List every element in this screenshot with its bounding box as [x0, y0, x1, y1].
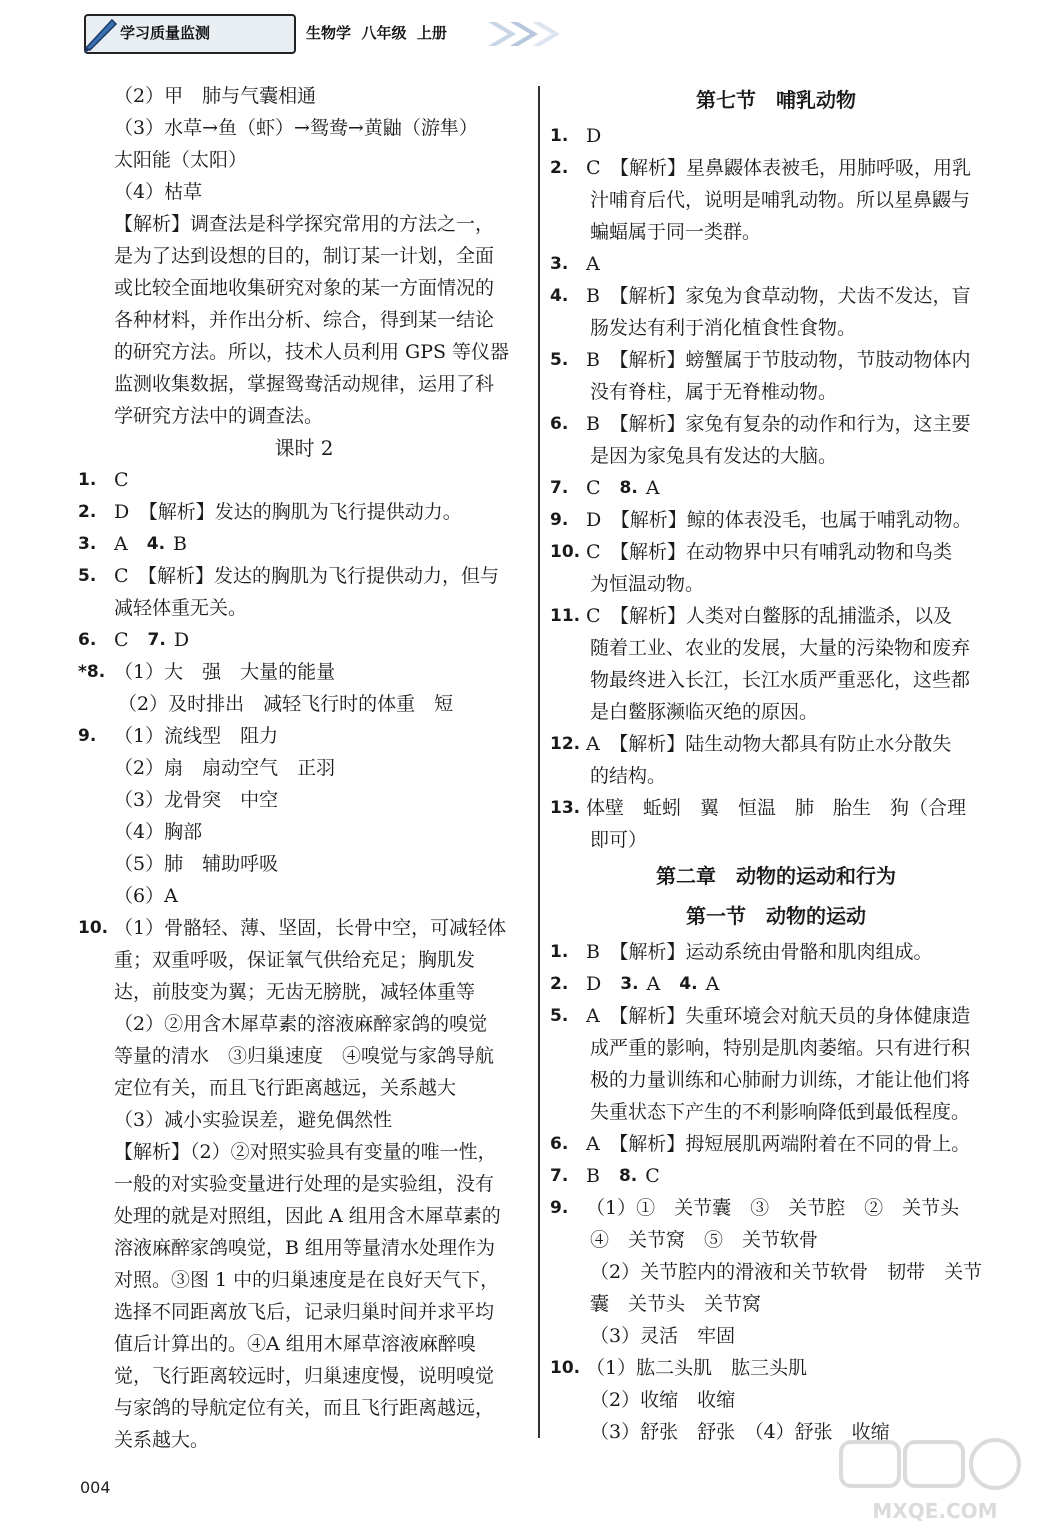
left-line	[78, 976, 530, 1008]
answer-text: B 【解析】家兔有复杂的动作和行为，这主要	[586, 413, 971, 435]
answer-text: 为恒温动物。	[590, 573, 705, 595]
right-line	[550, 896, 1002, 936]
answer-text: 学研究方法中的调查法。	[114, 405, 324, 427]
right-line	[550, 968, 1002, 1000]
answer-text: 达，前肢变为翼；无齿无膀胱，减轻体重等	[114, 981, 476, 1003]
answer-text: （1）① 关节囊 ③ 关节腔 ② 关节头	[586, 1197, 960, 1219]
answer-text: 随着工业、农业的发展，大量的污染物和废弃	[590, 637, 971, 659]
answer-text: 是为了达到设想的目的，制订某一计划，全面	[114, 245, 495, 267]
answer-text: C 【解析】在动物界中只有哺乳动物和鸟类	[586, 541, 953, 563]
right-line	[550, 120, 1002, 152]
question-number: 2.	[550, 158, 569, 178]
question-number: 6.	[550, 414, 569, 434]
question-number: 7.	[550, 1166, 569, 1186]
right-line	[550, 376, 1002, 408]
left-line	[78, 176, 530, 208]
question-number: *8.	[78, 662, 106, 682]
right-line	[550, 184, 1002, 216]
left-line	[78, 528, 530, 560]
right-line	[550, 216, 1002, 248]
left-line	[78, 560, 530, 592]
answer-text: （2）及时排出 减轻飞行时的体重 短	[118, 693, 454, 715]
question-number: 7.	[550, 478, 569, 498]
answer-text: （1）流线型 阻力	[114, 725, 279, 747]
right-line	[550, 248, 1002, 280]
answer-text: （3）龙骨突 中空	[114, 789, 279, 811]
answer-text: 体壁 蚯蚓 翼 恒温 肺 胎生 狗（合理	[586, 797, 967, 819]
answer-text: （3）灵活 牢固	[590, 1325, 736, 1347]
right-line	[550, 1064, 1002, 1096]
left-line	[78, 208, 530, 240]
question-number: 7.	[147, 630, 166, 650]
right-line	[550, 472, 1002, 504]
left-line	[78, 880, 530, 912]
answer-text: （3）水草→鱼（虾）→鸳鸯→黄鼬（游隼）	[114, 117, 478, 139]
answer-text: 处理的就是对照组，因此 A 组用含木犀草素的	[114, 1205, 501, 1227]
answer-text: （2）②用含木犀草素的溶液麻醉家鸽的嗅觉	[114, 1013, 488, 1035]
right-line	[550, 1096, 1002, 1128]
answer-text: 【解析】调查法是科学探究常用的方法之一，	[114, 213, 495, 235]
answer-text: 对照。③图 1 中的归巢速度是在良好天气下，	[114, 1269, 500, 1291]
answer-text: A	[705, 973, 720, 995]
question-number: 9.	[550, 510, 569, 530]
answer-text: （2）关节腔内的滑液和关节软骨 韧带 关节	[590, 1261, 983, 1283]
answer-text: 监测收集数据，掌握鸳鸯活动规律，运用了科	[114, 373, 495, 395]
answer-text: （6）A	[114, 885, 178, 907]
left-line	[78, 112, 530, 144]
left-line	[78, 656, 530, 688]
question-number: 9.	[550, 1198, 569, 1218]
left-line	[78, 1072, 530, 1104]
left-line	[78, 1424, 530, 1456]
answer-text: A	[114, 533, 147, 555]
answer-text: 值后计算出的。④A 组用木犀草溶液麻醉嗅	[114, 1333, 476, 1355]
answer-text: 成严重的影响，特别是肌肉萎缩。只有进行积	[590, 1037, 971, 1059]
answer-text: 的研究方法。所以，技术人员利用 GPS 等仪器	[114, 341, 510, 363]
right-line	[550, 80, 1002, 120]
answer-text: C	[586, 477, 620, 499]
right-line	[550, 440, 1002, 472]
answer-text: B 【解析】家兔为食草动物，犬齿不发达，盲	[586, 285, 971, 307]
answer-text: 失重状态下产生的不利影响降低到最低程度。	[590, 1101, 971, 1123]
left-line	[78, 848, 530, 880]
left-line	[78, 912, 530, 944]
question-number: 1.	[550, 126, 569, 146]
right-line	[550, 728, 1002, 760]
question-number: 5.	[550, 350, 569, 370]
right-line	[550, 1224, 1002, 1256]
question-number: 10.	[78, 918, 109, 938]
answer-text: C 【解析】发达的胸肌为飞行提供动力，但与	[114, 565, 500, 587]
question-number: 2.	[78, 502, 97, 522]
answer-text: （2）扇 扇动空气 正羽	[114, 757, 336, 779]
answer-text: 是因为家兔具有发达的大脑。	[590, 445, 838, 467]
answer-text: B	[173, 533, 187, 555]
left-line	[78, 240, 530, 272]
left-line	[78, 272, 530, 304]
watermark-logo	[835, 1434, 1035, 1526]
answer-text: 第二章 动物的运动和行为	[656, 864, 896, 888]
left-line	[78, 1040, 530, 1072]
question-number: 3.	[550, 254, 569, 274]
right-line	[550, 568, 1002, 600]
left-line	[78, 1008, 530, 1040]
answer-text: D	[173, 629, 190, 651]
answer-text: 重；双重呼吸，保证氧气供给充足；胸肌发	[114, 949, 476, 971]
answer-text: 物最终进入长江，长江水质严重恶化，这些都	[590, 669, 971, 691]
right-column	[550, 80, 1002, 1448]
left-line	[78, 368, 530, 400]
question-number: 3.	[78, 534, 97, 554]
question-number: 1.	[550, 942, 569, 962]
question-number: 13.	[550, 798, 581, 818]
answer-text: 肠发达有利于消化植食性食物。	[590, 317, 857, 339]
answer-text: 【解析】（2）②对照实验具有变量的唯一性，	[114, 1141, 497, 1163]
question-number: 8.	[618, 1166, 638, 1186]
right-line	[550, 1160, 1002, 1192]
answer-text: D	[586, 125, 602, 147]
answer-text: B 【解析】螃蟹属于节肢动物，节肢动物体内	[586, 349, 971, 371]
brand-banner	[84, 14, 296, 54]
left-line	[78, 752, 530, 784]
left-line	[78, 592, 530, 624]
answer-text: （3）舒张 舒张 （4）舒张 收缩	[590, 1421, 890, 1443]
left-line	[78, 1136, 530, 1168]
question-number: 9.	[78, 726, 97, 746]
answer-text: 即可）	[590, 829, 648, 851]
chevron-decoration-icon	[486, 18, 566, 50]
left-line	[78, 1360, 530, 1392]
answer-text: 选择不同距离放飞后，记录归巢时间并求平均	[114, 1301, 495, 1323]
answer-text: （1）肱二头肌 肱三头肌	[586, 1357, 808, 1379]
question-number: 12.	[550, 734, 581, 754]
right-line	[550, 632, 1002, 664]
answer-text: 囊 关节头 关节窝	[590, 1293, 762, 1315]
right-line	[550, 152, 1002, 184]
answer-text: 是白鳖豚濒临灭绝的原因。	[590, 701, 819, 723]
left-line	[78, 1296, 530, 1328]
left-line	[78, 1264, 530, 1296]
left-line	[78, 688, 530, 720]
left-line	[78, 784, 530, 816]
right-line	[550, 280, 1002, 312]
answer-text: （4）胸部	[114, 821, 203, 843]
answer-text: 减轻体重无关。	[114, 597, 248, 619]
book-info: 生物学 八年级 上册	[306, 24, 447, 42]
left-line	[78, 1104, 530, 1136]
right-line	[550, 1000, 1002, 1032]
answer-text: D 【解析】鲸的体表没毛，也属于哺乳动物。	[586, 509, 972, 531]
right-line	[550, 1128, 1002, 1160]
answer-text: 关系越大。	[114, 1429, 210, 1451]
answer-text: 课时 2	[274, 436, 334, 460]
answer-text: 定位有关，而且飞行距离越远，关系越大	[114, 1077, 457, 1099]
right-line	[550, 600, 1002, 632]
right-line	[550, 936, 1002, 968]
watermark-text: MXQE.COM	[872, 1499, 998, 1523]
question-number: 3.	[620, 974, 639, 994]
answer-text: 觉，飞行距离较远时，归巢速度慢，说明嗅觉	[114, 1365, 495, 1387]
column-divider	[538, 86, 540, 1438]
question-number: 8.	[619, 478, 638, 498]
right-line	[550, 696, 1002, 728]
question-number: 10.	[550, 542, 581, 562]
answer-text: （2）收缩 收缩	[590, 1389, 736, 1411]
answer-text: C	[645, 1165, 660, 1187]
answer-text: C 【解析】人类对白鳖豚的乱捕滥杀，以及	[586, 605, 953, 627]
question-number: 5.	[78, 566, 97, 586]
answer-text: B 【解析】运动系统由骨骼和肌肉组成。	[586, 941, 933, 963]
left-line	[78, 1392, 530, 1424]
answer-text: 第七节 哺乳动物	[696, 88, 856, 112]
pen-icon	[82, 14, 122, 54]
answer-text: D	[586, 973, 621, 995]
left-line	[78, 1168, 530, 1200]
answer-text: B	[586, 1165, 619, 1187]
left-line	[78, 464, 530, 496]
question-number: 5.	[550, 1006, 569, 1026]
left-line	[78, 304, 530, 336]
right-line	[550, 1032, 1002, 1064]
answer-text: C	[114, 629, 148, 651]
answer-text: 蝙蝠属于同一类群。	[590, 221, 762, 243]
answer-text: 溶液麻醉家鸽嗅觉，B 组用等量清水处理作为	[114, 1237, 496, 1259]
page-number: 004	[80, 1478, 111, 1497]
right-line	[550, 856, 1002, 896]
page-header	[70, 14, 510, 54]
right-line	[550, 1352, 1002, 1384]
left-line	[78, 1232, 530, 1264]
left-line	[78, 624, 530, 656]
right-line	[550, 504, 1002, 536]
question-number: 1.	[78, 470, 97, 490]
answer-text: A 【解析】陆生动物大都具有防止水分散失	[586, 733, 952, 755]
question-number: 4.	[679, 974, 698, 994]
answer-text: C 【解析】星鼻鼹体表被毛，用肺呼吸，用乳	[586, 157, 972, 179]
right-line	[550, 1256, 1002, 1288]
left-line	[78, 496, 530, 528]
answer-text: （3）减小实验误差，避免偶然性	[114, 1109, 393, 1131]
answer-text: （5）肺 辅助呼吸	[114, 853, 279, 875]
brand-title: 学习质量监测	[120, 24, 211, 42]
right-line	[550, 408, 1002, 440]
left-line	[78, 1328, 530, 1360]
question-number: 10.	[550, 1358, 581, 1378]
answer-text: 各种材料，并作出分析、综合，得到某一结论	[114, 309, 495, 331]
question-number: 4.	[146, 534, 166, 554]
answer-text: D 【解析】发达的胸肌为飞行提供动力。	[114, 501, 462, 523]
answer-text: （2）甲 肺与气囊相通	[114, 85, 317, 107]
answer-text: 极的力量训练和心肺耐力训练，才能让他们将	[590, 1069, 971, 1091]
answer-text: 与家鸽的导航定位有关，而且飞行距离越远，	[114, 1397, 495, 1419]
answer-text: 没有脊柱，属于无脊椎动物。	[590, 381, 838, 403]
answer-text: 的结构。	[590, 765, 667, 787]
answer-text: C	[114, 469, 129, 491]
answer-text: （1）大 强 大量的能量	[114, 661, 336, 683]
right-line	[550, 1288, 1002, 1320]
answer-text: 等量的清水 ③归巢速度 ④嗅觉与家鸽导航	[114, 1045, 495, 1067]
answer-text: A 【解析】失重环境会对航天员的身体健康造	[586, 1005, 971, 1027]
left-line	[78, 1200, 530, 1232]
answer-text: 太阳能（太阳）	[114, 149, 248, 171]
answer-text: 或比较全面地收集研究对象的某一方面情况的	[114, 277, 495, 299]
answer-text: A	[645, 477, 660, 499]
question-number: 6.	[78, 630, 97, 650]
answer-text: ④ 关节窝 ⑤ 关节软骨	[590, 1229, 819, 1251]
right-line	[550, 760, 1002, 792]
left-line	[78, 80, 530, 112]
answer-text: A	[586, 253, 600, 275]
question-number: 4.	[550, 286, 569, 306]
right-line	[550, 312, 1002, 344]
right-line	[550, 536, 1002, 568]
question-number: 6.	[550, 1134, 569, 1154]
right-line	[550, 664, 1002, 696]
question-number: 11.	[550, 606, 581, 626]
left-column	[78, 80, 530, 1456]
answer-text: 汁哺育后代，说明是哺乳动物。所以星鼻鼹与	[590, 189, 971, 211]
left-line	[78, 944, 530, 976]
right-line	[550, 792, 1002, 824]
answer-text: （1）骨骼轻、薄、坚固，长骨中空，可减轻体	[114, 917, 507, 939]
left-line	[78, 400, 530, 432]
right-line	[550, 1384, 1002, 1416]
answer-text: A 【解析】拇短展肌两端附着在不同的骨上。	[586, 1133, 971, 1155]
answer-text: 一般的对实验变量进行处理的是实验组，没有	[114, 1173, 495, 1195]
right-line	[550, 1320, 1002, 1352]
left-line	[78, 336, 530, 368]
answer-text: A	[646, 973, 680, 995]
answer-text: 第一节 动物的运动	[686, 904, 866, 928]
left-line	[78, 144, 530, 176]
left-line	[78, 816, 530, 848]
left-line	[78, 432, 530, 464]
answer-text: （4）枯草	[114, 181, 203, 203]
right-line	[550, 824, 1002, 856]
right-line	[550, 344, 1002, 376]
left-line	[78, 720, 530, 752]
question-number: 2.	[550, 974, 569, 994]
right-line	[550, 1192, 1002, 1224]
